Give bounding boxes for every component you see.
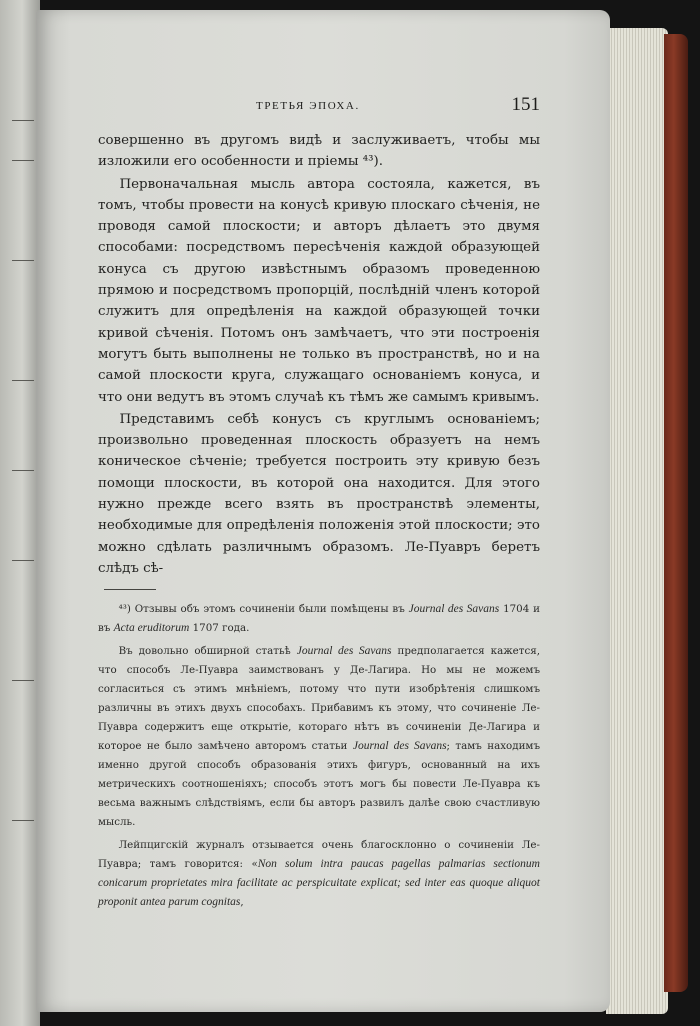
footnote-rule [104, 589, 156, 590]
footnote-text: Лейпцигскій журналъ отзывается очень благосклонно о сочиненіи Ле-Пуавра; тамъ говорится: « [98, 839, 540, 871]
footnote-text: 1707 года. [189, 622, 250, 635]
footnote-text: ⁴³) Отзывы объ этомъ сочиненіи были помѣщены въ [118, 603, 409, 616]
running-head: ТРЕТЬЯ ЭПОХА. [256, 100, 360, 112]
footnote-text: , [240, 896, 244, 909]
book-cover-edge [664, 34, 688, 992]
footnotes [98, 600, 540, 912]
footnote-text: ; тамъ находимъ именно другой способъ образованія этихъ фигуръ, основанный на ихъ метрическихъ соотношеніяхъ; способъ этотъ могъ бы повести Ле-Пуавра къ весьма важнымъ слѣдствіямъ, если бы авторъ развилъ далѣе свою счастливую мысль. [98, 740, 540, 829]
book-page [36, 10, 610, 1012]
facing-page-text-line [12, 680, 34, 681]
journal-title: Journal des Savans [408, 603, 500, 616]
main-text [98, 130, 540, 579]
paragraph: Представимъ себѣ конусъ съ круглымъ основаніемъ; произвольно проведенная плоскость образуетъ на немъ коническое сѣченіе; требуется построить эту кривую безъ помощи плоскости, въ которой она находится. Для этого нужно прежде всего взять въ пространствѣ элементы, необходимые для опредѣленія положенія этой плоскости; это можно сдѣлать различнымъ образомъ. Ле-Пуавръ беретъ слѣдъ сѣ- [98, 411, 540, 576]
page-number: 151 [511, 94, 540, 115]
page-block-edge [606, 28, 668, 1014]
latin-quote: Non solum intra paucas pagellas palmarias sectionum conicarum proprietates mira facilitate ac perspicuitate explicat; sed inter eas quoque aliquot proponit antea parum cognitas [98, 858, 540, 909]
facing-page-text-line [12, 160, 34, 161]
facing-page-text-line [12, 120, 34, 121]
journal-title: Journal des Savans [296, 645, 392, 658]
facing-page-text-line [12, 820, 34, 821]
journal-title: Journal des Savans [352, 740, 447, 753]
facing-page-text-line [12, 260, 34, 261]
footnote [98, 836, 540, 912]
facing-page-text-line [12, 380, 34, 381]
facing-page-text-line [12, 470, 34, 471]
footnote [98, 642, 540, 832]
footnote-text: 1704 и въ [98, 603, 540, 635]
page-body [98, 130, 540, 912]
facing-page-text-line [12, 560, 34, 561]
footnote-text: предполагается кажется, что способъ Ле-Пуавра заимствованъ у Де-Лагира. Но мы не можемъ согласиться съ этимъ мнѣніемъ, потому что пути изобрѣтенія слишкомъ различны въ этихъ двухъ способахъ. Прибавимъ къ этому, что сочиненіе Ле-Пуавра содержитъ еще открытіе, котораго нѣтъ въ сочиненіи Де-Лагира и которое не было замѣчено авторомъ статьи [98, 645, 541, 753]
footnote-text: Въ довольно обширной статьѣ [118, 645, 297, 658]
paragraph: Первоначальная мысль автора состояла, кажется, въ томъ, чтобы провести на конусѣ кривую плоскаго сѣченія, не проводя самой плоскости; и авторъ дѣлаетъ это двумя способами: посредствомъ пересѣченія каждой образующей конуса съ другою извѣстнымъ образомъ проведенною прямою и посредствомъ пропорцій, послѣдній членъ которой служитъ для опредѣленія на каждой образующей точки кривой сѣченія. Потомъ онъ замѣчаетъ, что эти построенія могутъ быть выполнены не только въ пространствѣ, но и на самой плоскости круга, служащаго основаніемъ конуса, и что они ведутъ въ этомъ случаѣ къ тѣмъ же самымъ кривымъ. [98, 176, 540, 405]
facing-page-edge [0, 0, 40, 1026]
journal-title: Acta eruditorum [113, 622, 190, 635]
paragraph: совершенно въ другомъ видѣ и заслуживаетъ, чтобы мы изложили его особенности и пріемы ⁴³). [98, 133, 540, 170]
footnote [98, 600, 540, 638]
